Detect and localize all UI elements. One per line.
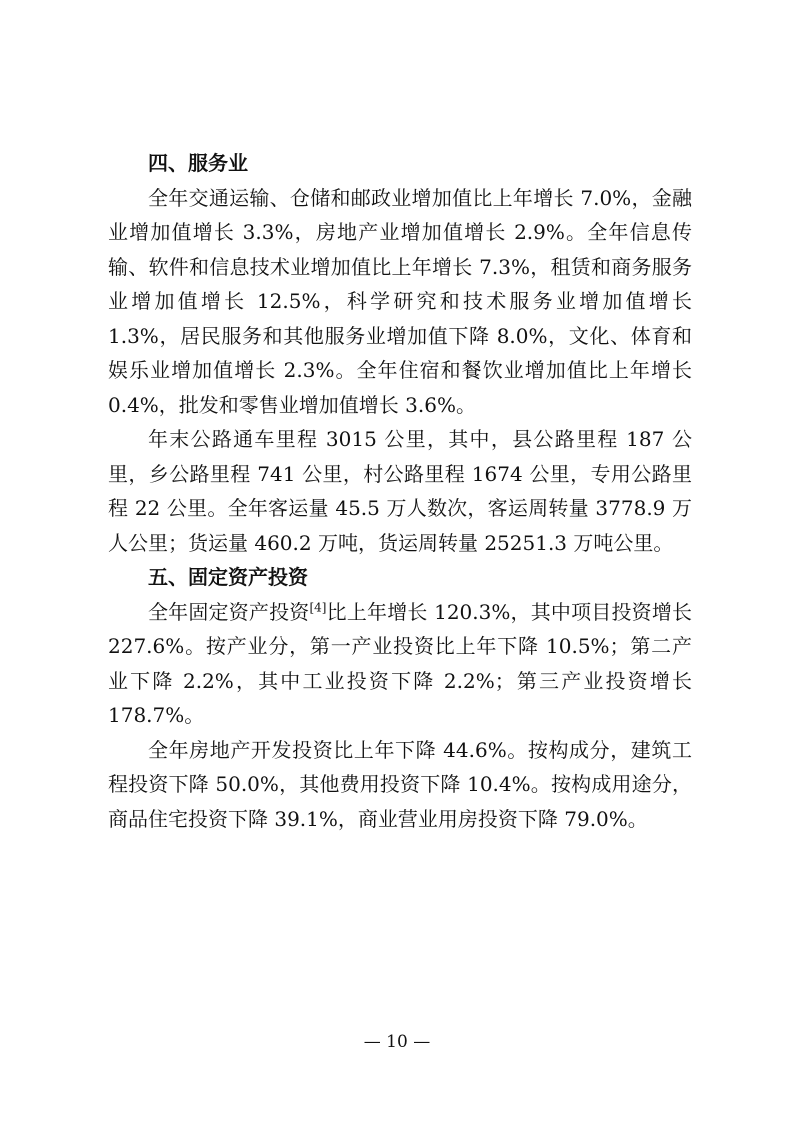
paragraph-road-transport: 年末公路通车里程 3015 公里，其中，县公路里程 187 公里，乡公路里程 741 公里，村公路里程 1674 公里，专用公路里程 22 公里。全年客运量 45.5 万人数次，客运周转量 3778.9 万人公里；货运量 460.2 万吨，货运周转量 25251.3 万吨公里。 — [108, 427, 692, 555]
paragraph-real-estate-investment: 全年房地产开发投资比上年下降 44.6%。按构成分，建筑工程投资下降 50.0%，其他费用投资下降 10.4%。按构成用途分，商品住宅投资下降 39.1%，商业营业用房投资下降 79.0%。 — [108, 737, 692, 831]
paragraph-text-rest: 比上年增长 120.3%，其中项目投资增长 227.6%。按产业分，第一产业投资比上年下降 10.5%；第二产业下降 2.2%，其中工业投资下降 2.2%；第三产业投资增长 178.7%。 — [108, 599, 693, 727]
footnote-reference[interactable]: [4] — [309, 599, 327, 614]
paragraph-text-start: 全年固定资产投资 — [148, 599, 310, 624]
section-heading-services: 四、服务业 — [148, 151, 248, 175]
document-body — [108, 146, 692, 836]
page-number: — 10 — — [363, 1032, 431, 1052]
paragraph-fixed-asset-investment — [108, 595, 692, 733]
section-heading-fixed-investment: 五、固定资产投资 — [148, 565, 308, 589]
paragraph-services-value-added: 全年交通运输、仓储和邮政业增加值比上年增长 7.0%，金融业增加值增长 3.3%，房地产业增加值增长 2.9%。全年信息传输、软件和信息技术业增加值比上年增长 7.3%，租赁和商务服务业增加值增长 12.5%，科学研究和技术服务业增加值增长 1.3%，居民服务和其他服务业增加值下降 8.0%，文化、体育和娱乐业增加值增长 2.3%。全年住宿和餐饮业增加值比上年增长 0.4%，批发和零售业增加值增长 3.6%。 — [108, 185, 692, 417]
